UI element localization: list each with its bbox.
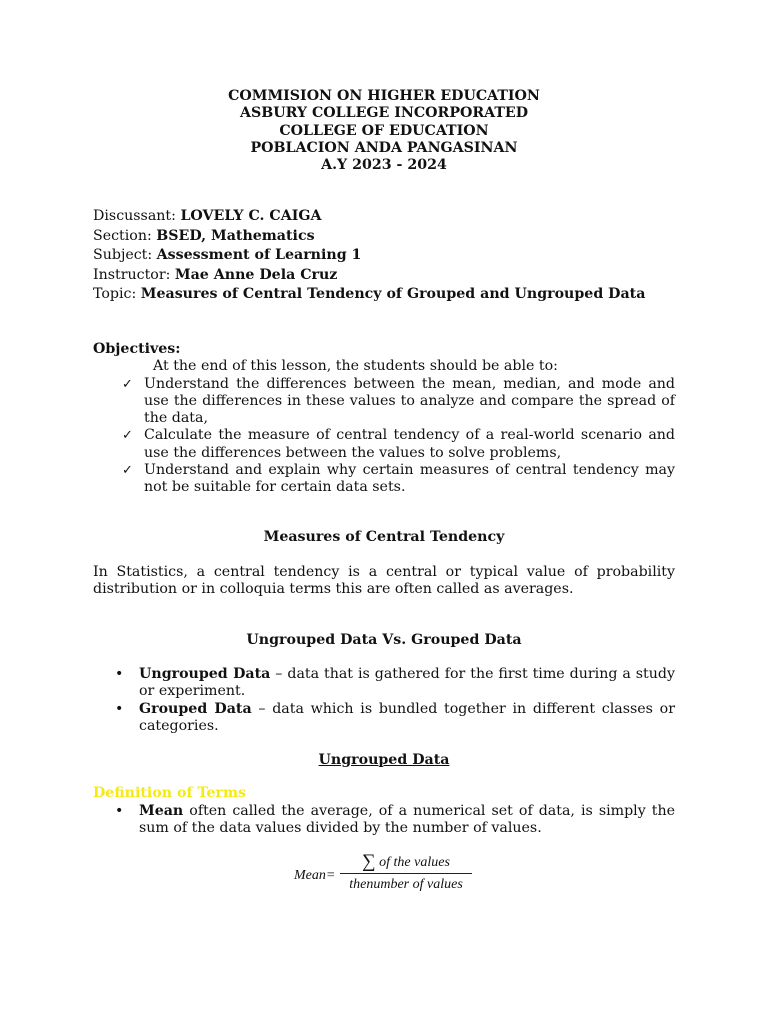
ugvg-term: Grouped Data bbox=[139, 700, 252, 717]
topic-line bbox=[93, 285, 693, 305]
info-block bbox=[93, 207, 693, 305]
ugvg-section bbox=[93, 666, 675, 735]
instructor-value: Mae Anne Dela Cruz bbox=[174, 266, 338, 283]
section-value: BSED, Mathematics bbox=[156, 227, 315, 244]
ugvg-item-ungrouped bbox=[93, 666, 675, 701]
ugvg-heading: Ungrouped Data Vs. Grouped Data bbox=[246, 632, 522, 648]
discussant-value: LOVELY C. CAIGA bbox=[180, 208, 322, 224]
objectives-list bbox=[93, 376, 675, 497]
definition-list bbox=[93, 803, 675, 838]
definition-of-terms-heading: Definition of Terms bbox=[93, 785, 246, 801]
objective-item bbox=[93, 427, 675, 462]
subject-line bbox=[93, 246, 693, 266]
mean-definition-section bbox=[93, 803, 675, 838]
header-line-college: ASBURY COLLEGE INCORPORATED bbox=[239, 105, 529, 122]
fraction-bar bbox=[340, 873, 472, 874]
topic-value: Measures of Central Tendency of Grouped and Ungrouped Data bbox=[140, 286, 646, 303]
document-header bbox=[0, 88, 768, 174]
section-line bbox=[93, 227, 693, 247]
formula-numerator bbox=[340, 852, 472, 872]
bullet-icon: • bbox=[115, 666, 124, 682]
mct-heading: Measures of Central Tendency bbox=[263, 529, 505, 545]
mean-desc: often called the average, of a numerical set of data, is simply the sum of the data values divided by the number of values. bbox=[139, 803, 675, 837]
subject-value: Assessment of Learning 1 bbox=[156, 247, 362, 264]
objectives-section bbox=[93, 341, 675, 497]
ungrouped-heading: Ungrouped Data bbox=[318, 752, 450, 768]
mean-definition-item bbox=[93, 803, 675, 838]
objectives-title: Objectives: bbox=[93, 341, 181, 357]
formula-fraction bbox=[340, 852, 472, 893]
sigma-icon: ∑ bbox=[362, 851, 376, 872]
mean-term: Mean bbox=[139, 803, 184, 819]
checkmark-icon: ✓ bbox=[122, 463, 133, 479]
instructor-label: Instructor: bbox=[93, 266, 175, 283]
checkmark-icon: ✓ bbox=[122, 428, 133, 444]
discussant-line bbox=[93, 207, 693, 227]
ugvg-item-grouped bbox=[93, 701, 675, 736]
ugvg-list bbox=[93, 666, 675, 735]
discussant-label: Discussant: bbox=[93, 208, 181, 224]
objectives-intro: At the end of this lesson, the students should be able to: bbox=[153, 358, 558, 375]
objective-item bbox=[93, 376, 675, 428]
objective-item bbox=[93, 462, 675, 497]
formula-numerator-text: of the values bbox=[375, 855, 450, 870]
header-line-academic-year: A.Y 2023 - 2024 bbox=[321, 157, 447, 174]
header-line-address: POBLACION ANDA PANGASINAN bbox=[250, 139, 518, 156]
formula-lhs: Mean= bbox=[294, 868, 336, 883]
ugvg-desc: – data which is bundled together in different classes or categories. bbox=[139, 700, 675, 734]
topic-label: Topic: bbox=[93, 286, 141, 303]
bullet-icon: • bbox=[115, 700, 124, 717]
formula-denominator: thenumber of values bbox=[349, 877, 463, 892]
ugvg-desc: – data that is gathered for the first time during a study or experiment. bbox=[139, 666, 675, 700]
section-label: Section: bbox=[93, 227, 157, 244]
mct-paragraph: In Statistics, a central tendency is a central or typical value of probability distribution or in colloquia terms this are often called as averages. bbox=[93, 564, 675, 598]
instructor-line bbox=[93, 266, 693, 286]
objective-text: Understand the differences between the mean, median, and mode and use the differences in these values to analyze and compare the spread of the data, bbox=[144, 375, 675, 427]
ugvg-term: Ungrouped Data bbox=[139, 666, 271, 682]
objective-text: Calculate the measure of central tendency of a real-world scenario and use the differences between the values to solve problems, bbox=[144, 427, 675, 461]
bullet-icon: • bbox=[115, 803, 124, 819]
header-line-department: COLLEGE OF EDUCATION bbox=[279, 122, 489, 139]
checkmark-icon: ✓ bbox=[122, 376, 133, 392]
header-line-commission: COMMISION ON HIGHER EDUCATION bbox=[228, 88, 540, 104]
objective-text: Understand and explain why certain measures of central tendency may not be suitable for certain data sets. bbox=[144, 462, 675, 496]
subject-label: Subject: bbox=[93, 247, 157, 264]
